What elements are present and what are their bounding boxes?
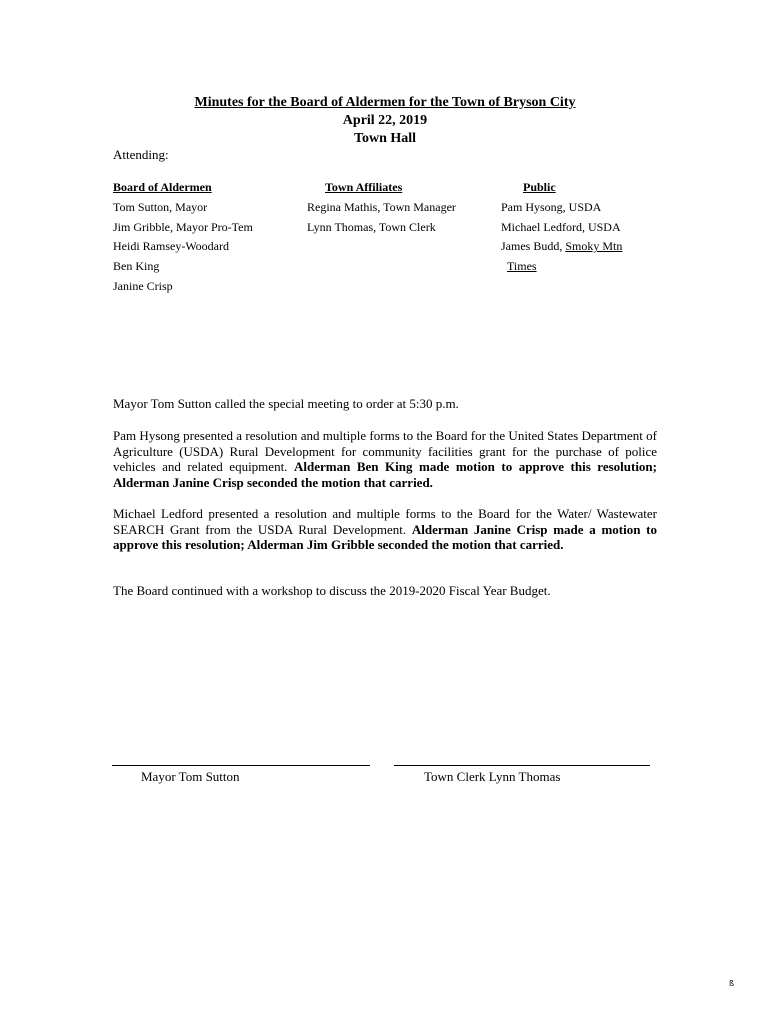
mayor-signature-line [112,756,370,766]
attendee: Janine Crisp [113,278,173,293]
town-affiliates-heading: Town Affiliates [325,180,403,194]
meeting-date: April 22, 2019 [342,113,428,128]
attendee: Michael Ledford, USDA [501,219,621,234]
attendee: Heidi Ramsey-Woodard [113,239,230,254]
motion-text: Alderman Janine Crisp made a motion to approve this resolution; Alderman Jim Gribble seconded the motion that carried. [113,521,658,553]
newspaper-name-cont: Times [507,259,537,274]
clerk-signature-label: Town Clerk Lynn Thomas [424,769,561,784]
attendee: Regina Mathis, Town Manager [307,200,456,214]
attendee-name: James Budd, [501,239,566,254]
attendee: Pam Hysong, USDA [501,200,602,214]
paragraph-text: Pam Hysong presented a resolution and multiple forms to the Board for the United States Department of Agriculture (USDA) Rural Development for community facilities grant for the purchase of police vehicles and related equipment. [113,428,657,475]
search-grant-paragraph [113,506,657,553]
board-heading: Board of Aldermen [113,180,212,194]
clerk-signature-line [394,756,650,766]
newspaper-name: Smoky Mtn [565,239,623,254]
attendee: Tom Sutton, Mayor [113,200,208,214]
usda-resolution-paragraph [113,428,657,490]
page-mark: ß [729,979,735,988]
attendee-continuation [501,259,622,279]
attendee: Jim Gribble, Mayor Pro-Tem [113,219,253,234]
attendee: Ben King [113,259,160,274]
public-column [501,180,622,279]
meeting-location: Town Hall [353,131,417,146]
attendee-james-budd [501,239,622,259]
public-heading: Public [523,180,556,194]
call-to-order-paragraph: Mayor Tom Sutton called the special meeting to order at 5:30 p.m. [113,396,459,411]
paragraph-text: Michael Ledford presented a resolution and multiple forms to the Board for the Water/ Wastewater SEARCH Grant from the USDA Rural Development. [113,506,657,537]
document-title: Minutes for the Board of Aldermen for the Town of Bryson City [194,95,576,110]
motion-text: Alderman Ben King made motion to approve this resolution; Alderman Janine Crisp seconded the motion that carried. [113,459,657,490]
board-of-aldermen-column [113,180,253,298]
attending-label: Attending: [113,147,169,162]
attendee: Lynn Thomas, Town Clerk [307,219,436,234]
mayor-signature-label: Mayor Tom Sutton [141,769,240,784]
town-affiliates-column [307,180,456,239]
workshop-paragraph: The Board continued with a workshop to discuss the 2019-2020 Fiscal Year Budget. [113,583,551,598]
